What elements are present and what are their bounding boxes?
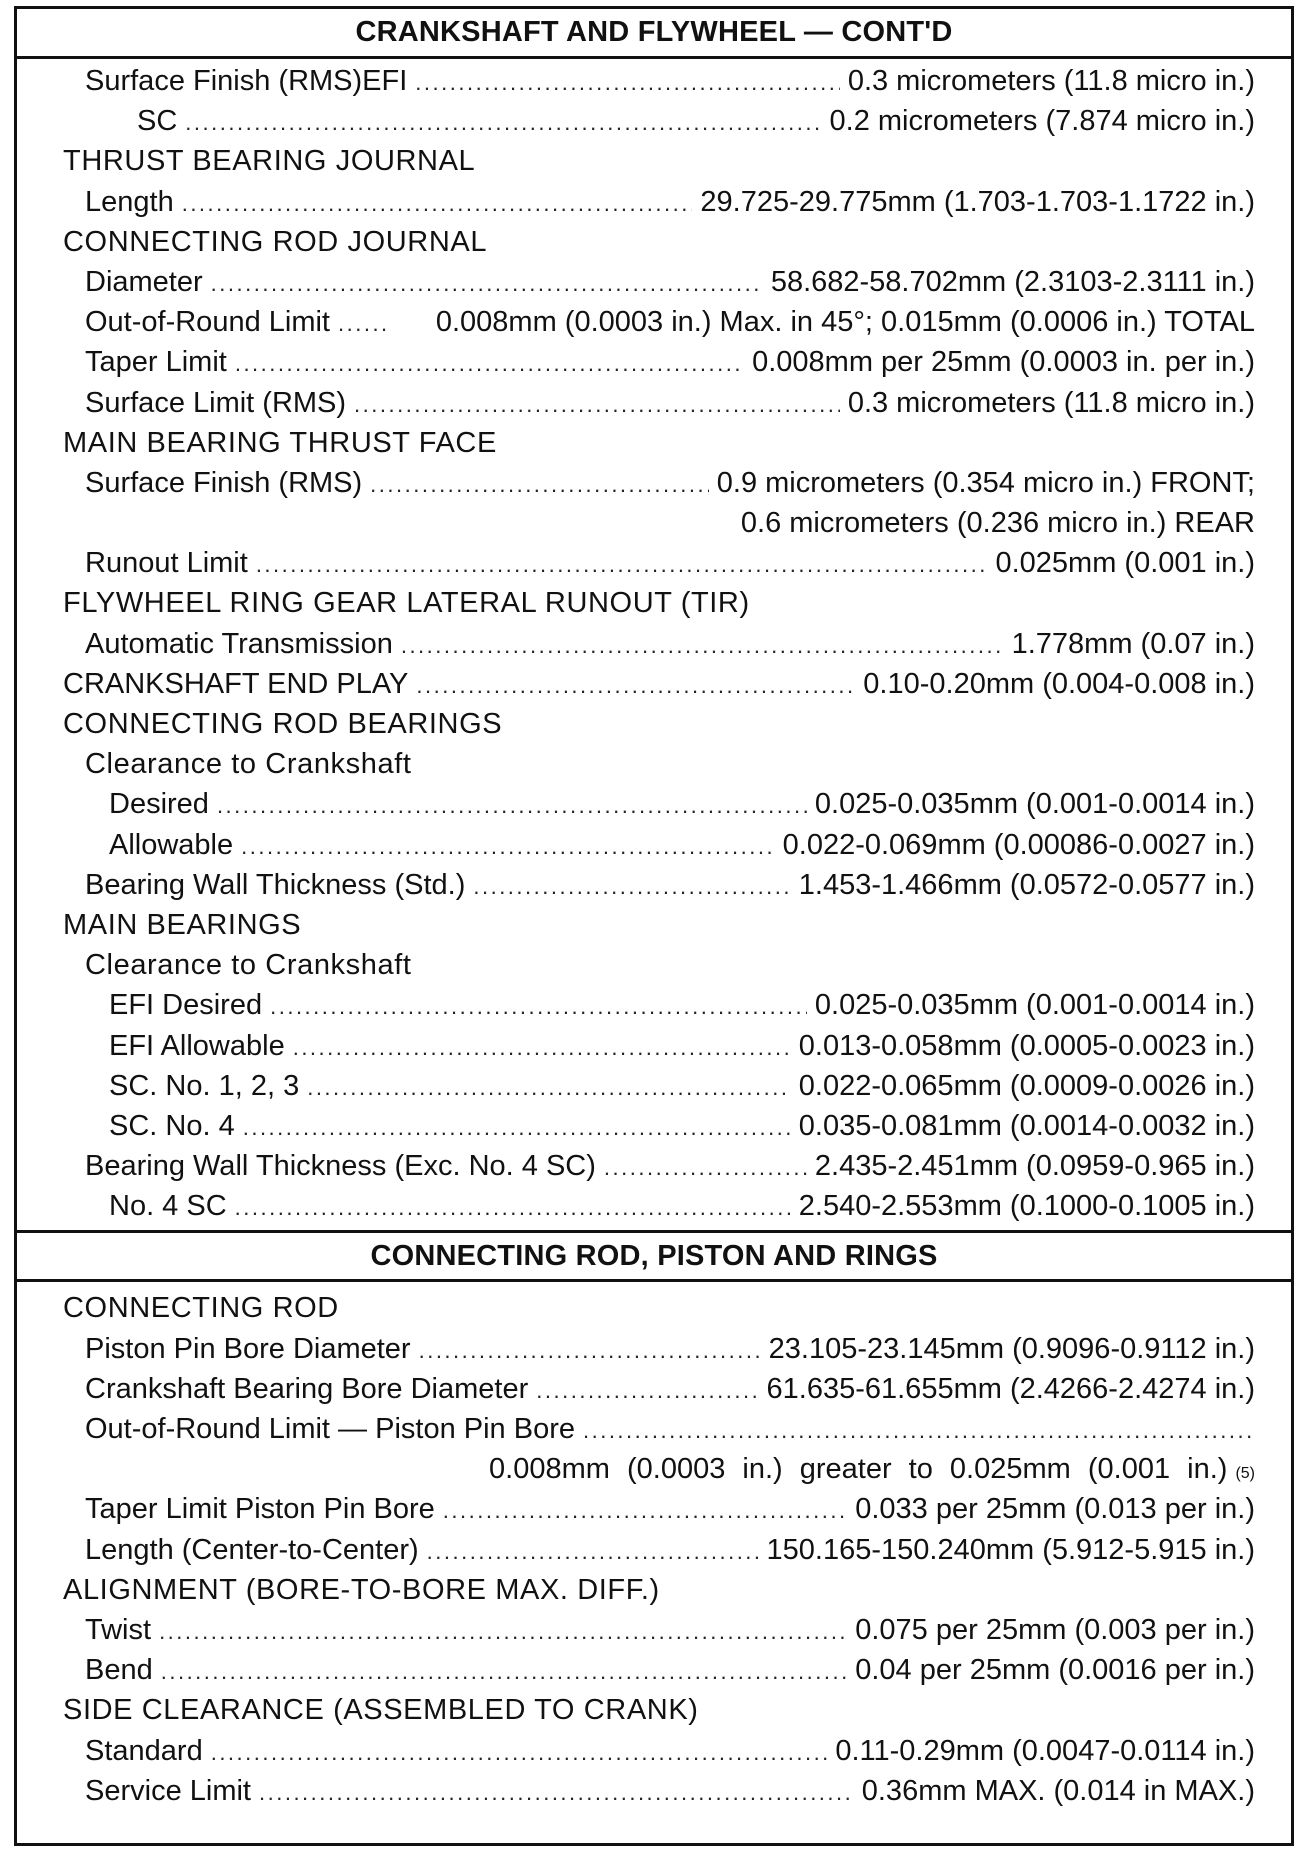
spec-label: Twist — [85, 1613, 152, 1646]
spec-label: SC. No. 1, 2, 3 — [109, 1069, 300, 1102]
section-title: CRANKSHAFT AND FLYWHEEL — CONT'D — [17, 9, 1291, 59]
spec-row — [63, 1369, 1255, 1409]
spec-subheading-label: Clearance to Crankshaft — [85, 748, 412, 781]
spec-value: 58.682-58.702mm (2.3103-2.3111 in.) — [770, 265, 1255, 298]
spec-label: Desired — [109, 788, 209, 821]
spec-value: 0.025-0.035mm (0.001-0.0014 in.) — [814, 989, 1255, 1022]
spec-value: 0.6 micrometers (0.236 micro in.) REAR — [740, 507, 1255, 540]
spec-label: Bearing Wall Thickness (Std.) — [85, 868, 466, 901]
spec-label: Piston Pin Bore Diameter — [85, 1332, 411, 1365]
dot-leader — [354, 385, 840, 425]
spec-label: Out-of-Round Limit — [85, 306, 330, 339]
spec-row — [63, 1530, 1255, 1570]
dot-leader — [256, 545, 988, 585]
spec-value: 0.3 micrometers (11.8 micro in.) — [847, 386, 1255, 419]
dot-leader — [259, 1773, 854, 1813]
spec-row — [63, 1146, 1255, 1186]
spec-subheading-label: Clearance to Crankshaft — [85, 949, 412, 982]
spec-value: 0.9 micrometers (0.354 micro in.) FRONT; — [716, 466, 1255, 499]
spec-rows — [17, 1282, 1291, 1810]
spec-row — [63, 1409, 1255, 1449]
dot-leader — [293, 1028, 791, 1068]
spec-value: 1.453-1.466mm (0.0572-0.0577 in.) — [798, 868, 1255, 901]
spec-value: 0.033 per 25mm (0.013 per in.) — [855, 1493, 1255, 1526]
connecting-rod-piston-rings-section — [17, 1230, 1291, 1810]
spec-value: 150.165-150.240mm (5.912-5.915 in.) — [766, 1533, 1255, 1566]
spec-row — [63, 182, 1255, 222]
spec-row — [63, 101, 1255, 141]
spec-label: Taper Limit Piston Pin Bore — [85, 1493, 435, 1526]
spec-heading — [63, 704, 1255, 744]
section-title: CONNECTING ROD, PISTON AND RINGS — [17, 1230, 1291, 1282]
spec-subheading — [63, 945, 1255, 985]
spec-label: Automatic Transmission — [85, 627, 393, 660]
spec-label: SC — [137, 105, 178, 138]
dot-leader — [338, 304, 388, 344]
spec-row — [63, 825, 1255, 865]
spec-label: EFI Allowable — [109, 1029, 285, 1062]
spec-row-continuation — [63, 503, 1255, 543]
spec-row-continuation: 0.008mm (0.0003 in.) greater to 0.025mm (0.001 in.) (5) — [63, 1449, 1255, 1489]
dot-leader — [241, 827, 775, 867]
spec-row — [63, 664, 1255, 704]
spec-value: 0.022-0.069mm (0.00086-0.0027 in.) — [782, 828, 1255, 861]
spec-row — [63, 61, 1255, 101]
dot-leader — [182, 184, 693, 224]
dot-leader — [419, 1331, 761, 1371]
spec-value: 0.025-0.035mm (0.001-0.0014 in.) — [814, 788, 1255, 821]
dot-leader — [473, 867, 790, 907]
dot-leader — [235, 344, 744, 384]
spec-label: Allowable — [109, 828, 234, 861]
spec-heading-label: THRUST BEARING JOURNAL — [63, 145, 476, 178]
spec-heading-label: MAIN BEARING THRUST FACE — [63, 426, 497, 459]
spec-value: 0.025mm (0.001 in.) — [995, 547, 1255, 580]
dot-leader — [604, 1148, 807, 1188]
spec-heading — [63, 583, 1255, 623]
spec-value: 61.635-61.655mm (2.4266-2.4274 in.) — [766, 1372, 1255, 1405]
spec-row — [63, 1489, 1255, 1529]
spec-label: EFI Desired — [109, 989, 263, 1022]
spec-value: 0.013-0.058mm (0.0005-0.0023 in.) — [798, 1029, 1255, 1062]
spec-heading — [63, 905, 1255, 945]
spec-sheet — [14, 6, 1294, 1846]
spec-heading-label: CONNECTING ROD BEARINGS — [63, 708, 503, 740]
spec-heading-label: MAIN BEARINGS — [63, 908, 302, 941]
spec-subheading — [63, 744, 1255, 784]
dot-leader — [401, 626, 1004, 666]
spec-value: 0.04 per 25mm (0.0016 per in.) — [855, 1654, 1255, 1687]
spec-heading-label: CONNECTING ROD JOURNAL — [63, 225, 488, 258]
spec-row — [63, 1026, 1255, 1066]
spec-heading — [63, 1690, 1255, 1730]
dot-leader — [159, 1612, 847, 1652]
dot-leader — [211, 264, 763, 304]
crankshaft-flywheel-section — [17, 9, 1291, 1226]
spec-row — [63, 1186, 1255, 1226]
spec-label: Surface Limit (RMS) — [85, 386, 347, 419]
spec-value: 0.008mm (0.0003 in.) Max. in 45°; 0.015mm (0.0006 in.) TOTAL — [435, 306, 1255, 339]
dot-leader — [307, 1068, 791, 1108]
spec-row — [63, 262, 1255, 302]
spec-heading — [63, 423, 1255, 463]
spec-value: 0.2 micrometers (7.874 micro in.) — [829, 105, 1255, 138]
spec-row — [63, 985, 1255, 1025]
dot-leader — [211, 1733, 828, 1773]
dot-leader — [583, 1411, 1255, 1451]
dot-leader — [161, 1652, 847, 1692]
spec-row — [63, 1610, 1255, 1650]
spec-label: Bearing Wall Thickness (Exc. No. 4 SC) — [85, 1150, 596, 1183]
spec-row — [63, 1329, 1255, 1369]
dot-leader — [416, 666, 855, 706]
spec-heading-label: FLYWHEEL RING GEAR LATERAL RUNOUT (TIR) — [63, 587, 750, 620]
dot-leader — [443, 1491, 847, 1531]
spec-row — [63, 342, 1255, 382]
spec-heading — [63, 1288, 1255, 1328]
spec-heading — [63, 141, 1255, 181]
dot-leader — [427, 1532, 759, 1572]
spec-value: 29.725-29.775mm (1.703-1.703-1.1722 in.) — [700, 185, 1255, 218]
spec-label: Service Limit — [85, 1774, 251, 1807]
spec-heading-label: ALIGNMENT (BORE-TO-BORE MAX. DIFF.) — [63, 1573, 660, 1606]
spec-label: Surface Finish (RMS) — [85, 466, 363, 499]
dot-leader — [217, 786, 807, 826]
spec-row — [63, 1771, 1255, 1811]
spec-label: Taper Limit — [85, 346, 227, 379]
spec-label: Runout Limit — [85, 547, 248, 580]
spec-value: 0.075 per 25mm (0.003 per in.) — [855, 1613, 1255, 1646]
spec-row — [63, 383, 1255, 423]
spec-label: Length — [85, 185, 174, 218]
spec-row — [63, 624, 1255, 664]
spec-heading-label: CONNECTING ROD — [63, 1292, 339, 1325]
spec-label: No. 4 SC — [109, 1190, 227, 1223]
spec-label: SC. No. 4 — [109, 1109, 235, 1142]
spec-row — [63, 1650, 1255, 1690]
spec-row — [63, 463, 1255, 503]
dot-leader — [235, 1188, 791, 1228]
spec-value: 0.3 micrometers (11.8 micro in.) — [847, 65, 1255, 97]
spec-value: 0.022-0.065mm (0.0009-0.0026 in.) — [798, 1069, 1255, 1102]
spec-label: Standard — [85, 1734, 203, 1767]
spec-label: Out-of-Round Limit — Piston Pin Bore — [85, 1413, 575, 1445]
spec-label: Diameter — [85, 265, 203, 298]
spec-value: 1.778mm (0.07 in.) — [1011, 627, 1255, 660]
dot-leader — [243, 1108, 791, 1148]
dot-leader — [536, 1371, 758, 1411]
spec-label: Length (Center-to-Center) — [85, 1533, 419, 1566]
spec-row — [63, 543, 1255, 583]
spec-value: 0.035-0.081mm (0.0014-0.0032 in.) — [798, 1109, 1255, 1142]
dot-leader — [185, 103, 821, 143]
spec-row — [63, 302, 1255, 342]
spec-row — [63, 1731, 1255, 1771]
spec-value: 2.435-2.451mm (0.0959-0.965 in.) — [814, 1150, 1255, 1183]
spec-label: Bend — [85, 1654, 153, 1687]
spec-heading — [63, 222, 1255, 262]
spec-row — [63, 1066, 1255, 1106]
spec-value: 0.10-0.20mm (0.004-0.008 in.) — [863, 667, 1255, 700]
spec-label: CRANKSHAFT END PLAY — [63, 667, 409, 700]
spec-value: 0.11-0.29mm (0.0047-0.0114 in.) — [835, 1734, 1255, 1767]
spec-value: 0.36mm MAX. (0.014 in MAX.) — [861, 1774, 1255, 1807]
spec-rows — [17, 59, 1291, 1226]
spec-heading-label: SIDE CLEARANCE (ASSEMBLED TO CRANK) — [63, 1694, 699, 1727]
spec-row — [63, 865, 1255, 905]
dot-leader — [270, 987, 807, 1027]
dot-leader — [370, 465, 709, 505]
spec-value: 0.008mm (0.0003 in.) greater to 0.025mm (0.001 in.) — [489, 1453, 1228, 1486]
spec-value: 2.540-2.553mm (0.1000-0.1005 in.) — [798, 1190, 1255, 1223]
spec-row — [63, 784, 1255, 824]
spec-label: Crankshaft Bearing Bore Diameter — [85, 1372, 529, 1405]
spec-label: Surface Finish (RMS)EFI — [85, 65, 408, 97]
spec-row — [63, 1106, 1255, 1146]
dot-leader — [415, 63, 840, 103]
spec-heading — [63, 1570, 1255, 1610]
spec-value: 23.105-23.145mm (0.9096-0.9112 in.) — [768, 1332, 1255, 1365]
spec-value: 0.008mm per 25mm (0.0003 in. per in.) — [752, 346, 1255, 379]
